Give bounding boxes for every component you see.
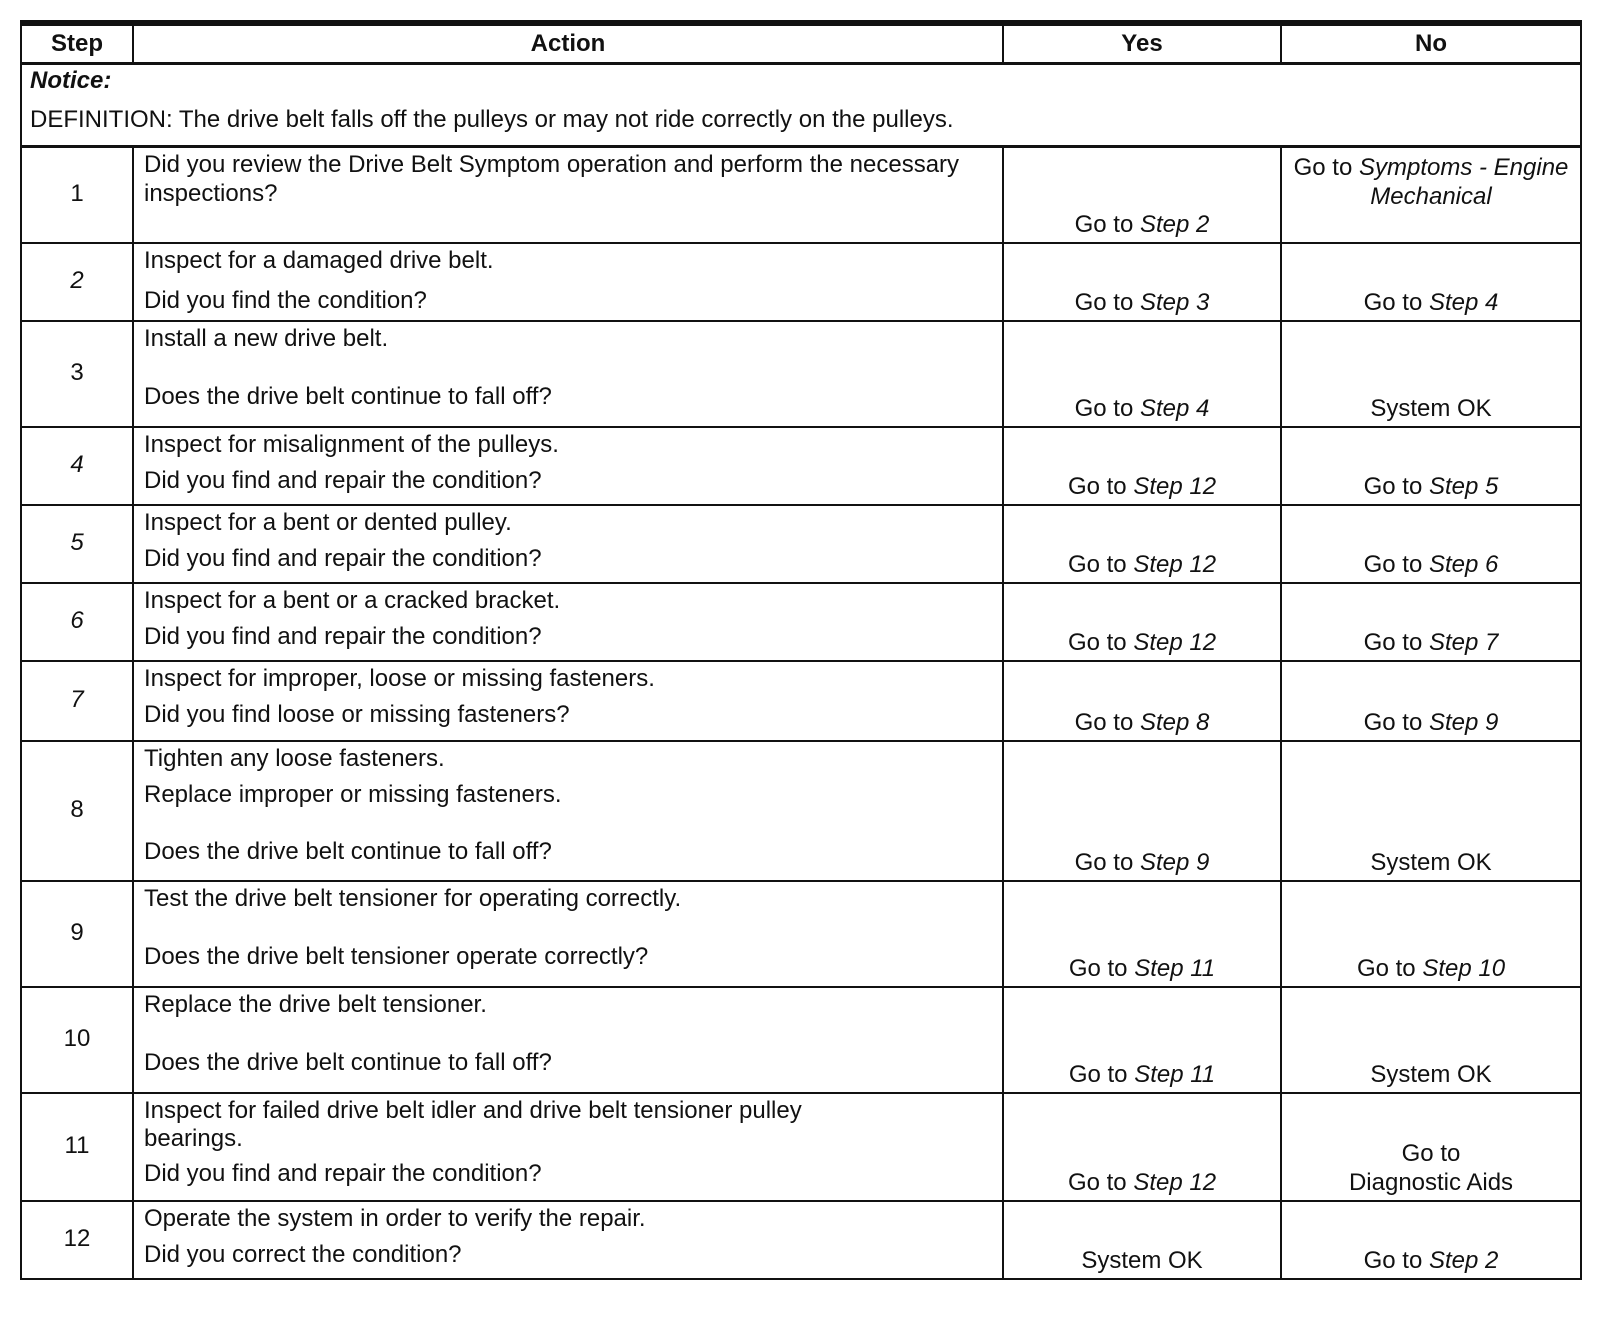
no-cell [1281, 661, 1581, 741]
step-number: 7 [21, 661, 133, 741]
yes-step-ref: Step 12 [1133, 472, 1217, 500]
action-line: Replace the drive belt tensioner. [144, 990, 487, 1018]
yes-prefix: Go to [1074, 288, 1134, 316]
yes-prefix: Go to [1074, 394, 1134, 422]
no-prefix: Go to [1363, 550, 1423, 578]
step-number: 4 [21, 427, 133, 505]
yes-prefix: Go to [1074, 848, 1134, 876]
yes-step-ref: Step 12 [1133, 628, 1217, 656]
table-row [21, 321, 1581, 427]
action-line: Operate the system in order to verify the repair. [144, 1204, 646, 1232]
no-step-ref: Symptoms - Engine Mechanical [1358, 154, 1569, 210]
action-question: Does the drive belt continue to fall off? [144, 383, 552, 411]
step-number: 6 [21, 583, 133, 661]
step-number: 10 [21, 987, 133, 1093]
action-cell [133, 1201, 1003, 1279]
action-line: Inspect for improper, loose or missing fasteners. [144, 664, 655, 692]
table-row [21, 661, 1581, 741]
no-step-ref: Step 4 [1428, 288, 1499, 316]
header-action: Action [133, 23, 1003, 64]
table-row [21, 427, 1581, 505]
action-line: Inspect for failed drive belt idler and drive belt tensioner pulley bearings. [144, 1096, 802, 1153]
yes-step-ref: Step 12 [1133, 1168, 1217, 1196]
yes-step-ref: Step 12 [1133, 550, 1217, 578]
step-number: 3 [21, 321, 133, 427]
action-cell [133, 147, 1003, 243]
yes-step-ref: Step 2 [1139, 210, 1210, 238]
table-header-row [21, 23, 1581, 64]
action-cell [133, 987, 1003, 1093]
no-cell: System OK [1281, 741, 1581, 881]
no-cell [1281, 427, 1581, 505]
no-cell [1281, 1201, 1581, 1279]
step-number: 9 [21, 881, 133, 987]
step-number: 12 [21, 1201, 133, 1279]
yes-cell [1003, 583, 1281, 661]
yes-step-ref: Step 11 [1134, 1060, 1216, 1088]
action-line: Inspect for a damaged drive belt. [144, 246, 494, 274]
header-step: Step [21, 23, 133, 64]
no-cell [1281, 243, 1581, 321]
yes-cell [1003, 147, 1281, 243]
action-question: Does the drive belt tensioner operate correctly? [144, 943, 649, 971]
step-number: 2 [21, 243, 133, 321]
notice-cell [21, 64, 1581, 147]
no-step-ref: Step 5 [1428, 472, 1499, 500]
no-prefix: Go to [1363, 628, 1423, 656]
definition-text: DEFINITION: The drive belt falls off the pulleys or may not ride correctly on the pulleys. [30, 105, 954, 133]
yes-cell [1003, 987, 1281, 1093]
no-cell [1281, 147, 1581, 243]
no-cell [1281, 881, 1581, 987]
yes-prefix: Go to [1067, 628, 1127, 656]
action-cell [133, 505, 1003, 583]
action-question: Does the drive belt continue to fall off? [144, 838, 552, 866]
step-number: 5 [21, 505, 133, 583]
action-question: Did you find and repair the condition? [144, 623, 542, 651]
action-line: Test the drive belt tensioner for operating correctly. [144, 884, 682, 912]
no-cell: System OK [1281, 321, 1581, 427]
yes-step-ref: Step 11 [1134, 954, 1216, 982]
yes-step-ref: Step 3 [1139, 288, 1210, 316]
yes-step-ref: Step 8 [1139, 708, 1210, 736]
yes-step-ref: Step 4 [1139, 394, 1210, 422]
action-question: Did you find loose or missing fasteners? [144, 701, 570, 729]
table-row [21, 505, 1581, 583]
yes-cell [1003, 505, 1281, 583]
action-line: Tighten any loose fasteners. [144, 744, 445, 772]
action-cell [133, 321, 1003, 427]
action-cell [133, 741, 1003, 881]
step-number: 8 [21, 741, 133, 881]
table-row [21, 243, 1581, 321]
action-question: Did you find and repair the condition? [144, 545, 542, 573]
notice-title: Notice: [30, 67, 112, 94]
no-step-ref: Step 9 [1428, 708, 1499, 736]
no-step-ref: Step 10 [1422, 954, 1506, 982]
yes-prefix: Go to [1067, 550, 1127, 578]
action-cell [133, 427, 1003, 505]
yes-cell [1003, 243, 1281, 321]
step-number: 11 [21, 1093, 133, 1201]
yes-cell: System OK [1003, 1201, 1281, 1279]
table-row [21, 741, 1581, 881]
yes-cell [1003, 741, 1281, 881]
table-row [21, 881, 1581, 987]
action-line: Did you review the Drive Belt Symptom operation and perform the necessary inspections? [144, 151, 960, 207]
header-yes: Yes [1003, 23, 1281, 64]
no-cell [1281, 1093, 1581, 1201]
no-cell: System OK [1281, 987, 1581, 1093]
no-cell [1281, 583, 1581, 661]
yes-cell [1003, 427, 1281, 505]
no-step-ref: Step 6 [1428, 550, 1499, 578]
no-step-ref: Step 7 [1428, 628, 1499, 656]
yes-prefix: Go to [1068, 1060, 1128, 1088]
yes-prefix: Go to [1074, 708, 1134, 736]
diagnostic-table [20, 20, 1582, 1280]
action-question: Did you correct the condition? [144, 1241, 462, 1269]
action-cell [133, 243, 1003, 321]
yes-prefix: Go to [1074, 210, 1134, 238]
action-line: Inspect for a bent or dented pulley. [144, 508, 512, 536]
table-row [21, 987, 1581, 1093]
no-step-ref: Step 2 [1428, 1246, 1499, 1274]
yes-prefix: Go to [1067, 472, 1127, 500]
no-line: Diagnostic Aids [1348, 1168, 1514, 1196]
action-cell [133, 1093, 1003, 1201]
yes-cell [1003, 661, 1281, 741]
notice-row [21, 64, 1581, 147]
table-row [21, 1201, 1581, 1279]
no-prefix: Go to [1363, 1246, 1423, 1274]
no-line: Go to [1401, 1139, 1461, 1167]
yes-cell [1003, 1093, 1281, 1201]
action-question: Did you find and repair the condition? [144, 467, 542, 495]
action-question: Did you find and repair the condition? [144, 1160, 542, 1188]
no-prefix: Go to [1293, 154, 1353, 181]
action-line: Inspect for a bent or a cracked bracket. [144, 586, 561, 614]
action-cell [133, 661, 1003, 741]
no-prefix: Go to [1356, 954, 1416, 982]
no-prefix: Go to [1363, 472, 1423, 500]
yes-step-ref: Step 9 [1139, 848, 1210, 876]
yes-prefix: Go to [1067, 1168, 1127, 1196]
action-question: Did you find the condition? [144, 287, 427, 315]
action-line: Replace improper or missing fasteners. [144, 781, 562, 809]
no-prefix: Go to [1363, 288, 1423, 316]
step-number: 1 [21, 147, 133, 243]
action-cell [133, 583, 1003, 661]
yes-prefix: Go to [1068, 954, 1128, 982]
table-row [21, 583, 1581, 661]
yes-cell [1003, 881, 1281, 987]
table-row [21, 147, 1581, 243]
no-cell [1281, 505, 1581, 583]
table-row [21, 1093, 1581, 1201]
action-question: Does the drive belt continue to fall off? [144, 1049, 552, 1077]
action-line: Inspect for misalignment of the pulleys. [144, 430, 559, 458]
action-line: Install a new drive belt. [144, 324, 389, 352]
header-no: No [1281, 23, 1581, 64]
action-cell [133, 881, 1003, 987]
no-prefix: Go to [1363, 708, 1423, 736]
yes-cell [1003, 321, 1281, 427]
